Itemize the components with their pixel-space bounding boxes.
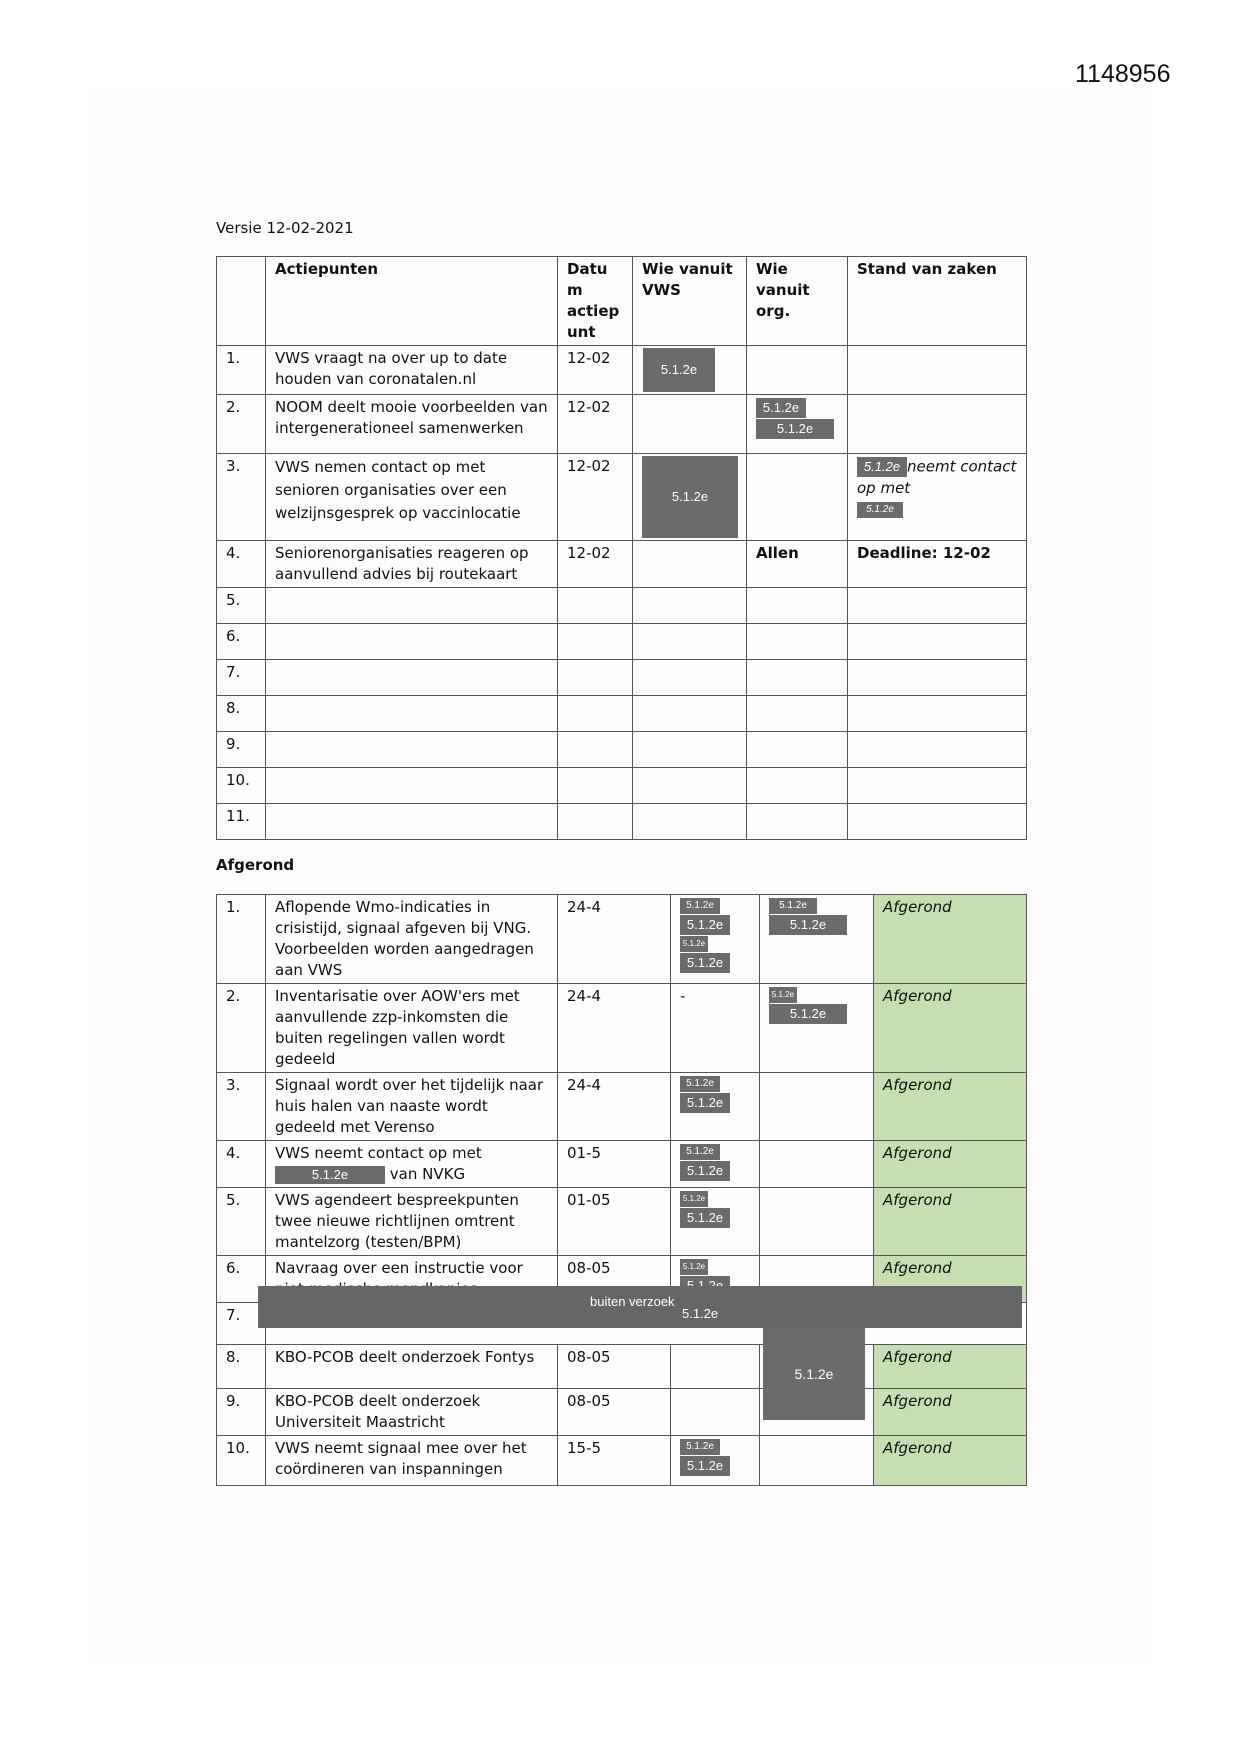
row-action (266, 732, 558, 768)
row-org (747, 732, 848, 768)
row-date (558, 588, 633, 624)
row-date: 12-02 (558, 454, 633, 541)
table-row (217, 1073, 1027, 1141)
table-row (217, 346, 1027, 395)
row-action: Seniorenorganisaties reageren op aanvullend advies bij routekaart (266, 541, 558, 588)
row-action (266, 804, 558, 840)
row-org (747, 804, 848, 840)
row-org (747, 454, 848, 541)
row-action: Signaal wordt over het tijdelijk naar huis halen van naaste wordt gedeeld met Verenso (266, 1073, 558, 1141)
row-date: 15-5 (558, 1436, 671, 1486)
row-action (266, 1141, 558, 1188)
row-number: 9. (217, 732, 266, 768)
row-status: Afgerond (874, 1073, 1027, 1141)
row-vws (633, 768, 747, 804)
row-vws (671, 1345, 760, 1389)
redaction-block: 5.1.2e (680, 1208, 730, 1228)
table-row (217, 395, 1027, 454)
row-org (760, 1073, 874, 1141)
table-row (217, 1188, 1027, 1256)
row-action (266, 588, 558, 624)
row-vws (633, 588, 747, 624)
table-row (217, 541, 1027, 588)
row-action: NOOM deelt mooie voorbeelden van intergenerationeel samenwerken (266, 395, 558, 454)
redaction-block: 5.1.2e (756, 398, 806, 418)
row-org (747, 624, 848, 660)
row-date: 12-02 (558, 395, 633, 454)
row-number: 6. (217, 624, 266, 660)
redaction-band (258, 1286, 1022, 1328)
row-number: 6. (217, 1256, 266, 1303)
redaction-block: 5.1.2e (769, 898, 817, 914)
row-date (558, 660, 633, 696)
row-vws (633, 696, 747, 732)
redaction-block: 5.1.2e (680, 1259, 708, 1275)
row-status (848, 454, 1027, 541)
row-status: Afgerond (874, 1389, 1027, 1436)
table-row (217, 1389, 1027, 1436)
row-date (558, 732, 633, 768)
row-status: Afgerond (874, 1345, 1027, 1389)
row-date: 12-02 (558, 541, 633, 588)
row-action (266, 696, 558, 732)
row-number: 4. (217, 1141, 266, 1188)
row-action: VWS nemen contact op met senioren organisaties over een welzijnsgesprek op vaccinlocatie (266, 454, 558, 541)
row-status: Afgerond (874, 895, 1027, 984)
redaction-block: 5.1.2e (642, 456, 738, 538)
redaction-block: 5.1.2e (857, 457, 907, 477)
redaction-block-large (763, 1328, 865, 1420)
row-status (848, 804, 1027, 840)
row-number: 5. (217, 588, 266, 624)
row-vws (671, 1188, 760, 1256)
row-vws (633, 732, 747, 768)
row-number: 10. (217, 1436, 266, 1486)
redaction-block: 5.1.2e (769, 987, 797, 1003)
row-date: 08-05 (558, 1345, 671, 1389)
row-status (848, 732, 1027, 768)
header-wie-org: Wie vanuit org. (747, 257, 848, 346)
row-date: 24-4 (558, 895, 671, 984)
table-row (217, 1436, 1027, 1486)
row-action: Navraag over een instructie voor (266, 1256, 558, 1303)
row-status (848, 696, 1027, 732)
row-number: 2. (217, 395, 266, 454)
row-org (747, 346, 848, 395)
action-text: VWS neemt contact op met (275, 1144, 482, 1162)
row-status: Afgerond (874, 1188, 1027, 1256)
row-number: 2. (217, 984, 266, 1073)
redaction-block: 5.1.2e (680, 1191, 708, 1207)
row-org (760, 1188, 874, 1256)
table-row (217, 804, 1027, 840)
table-row (217, 895, 1027, 984)
status-text: neemt contact op met (857, 457, 1017, 497)
row-action: Aflopende Wmo-indicaties in crisistijd, signaal afgeven bij VNG. Voorbeelden worden aangedragen aan VWS (266, 895, 558, 984)
header-stand: Stand van zaken (848, 257, 1027, 346)
row-date (558, 768, 633, 804)
section-title-afgerond: Afgerond (216, 856, 295, 874)
row-vws (633, 660, 747, 696)
table-row (217, 768, 1027, 804)
row-date (558, 696, 633, 732)
row-status: Afgerond (874, 1436, 1027, 1486)
band-code: 5.1.2e (682, 1306, 719, 1321)
row-vws (633, 804, 747, 840)
header-datum: Datu m actiep unt (558, 257, 633, 346)
redaction-block: 5.1.2e (680, 1076, 720, 1092)
row-org (747, 696, 848, 732)
row-vws (671, 895, 760, 984)
redaction-block: 5.1.2e (680, 953, 730, 973)
row-action: Inventarisatie over AOW'ers met aanvullende zzp-inkomsten die buiten regelingen vallen wordt gedeeld (266, 984, 558, 1073)
table-row (217, 624, 1027, 660)
redaction-block: 5.1.2e (857, 502, 903, 518)
table-row (217, 1141, 1027, 1188)
redaction-block: 5.1.2e (680, 936, 708, 952)
row-number: 8. (217, 696, 266, 732)
row-vws (671, 1141, 760, 1188)
row-action: VWS agendeert bespreekpunten twee nieuwe richtlijnen omtrent mantelzorg (testen/BPM) (266, 1188, 558, 1256)
row-action (266, 660, 558, 696)
table-header-row (217, 257, 1027, 346)
row-status (848, 588, 1027, 624)
row-org (747, 395, 848, 454)
table-row (217, 454, 1027, 541)
header-actiepunten: Actiepunten (266, 257, 558, 346)
row-number: 8. (217, 1345, 266, 1389)
table-row (217, 984, 1027, 1073)
action-text: van NVKG (389, 1165, 466, 1183)
document-id: 1148956 (1075, 60, 1171, 88)
row-number: 7. (217, 660, 266, 696)
row-status (848, 395, 1027, 454)
table-row (217, 696, 1027, 732)
row-status (848, 768, 1027, 804)
row-action: KBO-PCOB deelt onderzoek Fontys (266, 1345, 558, 1389)
row-date: 12-02 (558, 346, 633, 395)
redaction-block: 5.1.2e (769, 915, 847, 935)
row-vws (633, 454, 747, 541)
row-status: Afgerond (874, 1256, 1027, 1303)
row-status: Afgerond (874, 984, 1027, 1073)
row-date: 24-4 (558, 1073, 671, 1141)
row-org: Allen (747, 541, 848, 588)
row-action (266, 624, 558, 660)
redaction-block: 5.1.2e (680, 915, 730, 935)
row-action: KBO-PCOB deelt onderzoek Universiteit Maastricht (266, 1389, 558, 1436)
actiepunten-table (216, 256, 1027, 840)
row-org (760, 1436, 874, 1486)
row-vws (671, 1436, 760, 1486)
row-org (760, 1141, 874, 1188)
redaction-block: 5.1.2e (680, 898, 720, 914)
row-vws (633, 624, 747, 660)
row-action (266, 768, 558, 804)
row-org (760, 984, 874, 1073)
row-number: 7. (217, 1303, 266, 1345)
row-status (848, 346, 1027, 395)
redaction-code: 5.1.2e (794, 1366, 834, 1382)
row-status (848, 624, 1027, 660)
row-org (747, 588, 848, 624)
table-row (217, 660, 1027, 696)
header-number (217, 257, 266, 346)
redaction-block: 5.1.2e (275, 1166, 385, 1184)
header-wie-vws: Wie vanuit VWS (633, 257, 747, 346)
row-number: 1. (217, 895, 266, 984)
row-vws (633, 541, 747, 588)
redaction-block: 5.1.2e (756, 419, 834, 439)
row-org (760, 895, 874, 984)
redaction-block: 5.1.2e (769, 1004, 847, 1024)
row-date: 01-5 (558, 1141, 671, 1188)
row-date: 08-05 (558, 1256, 671, 1303)
row-date (558, 624, 633, 660)
row-date (558, 804, 633, 840)
table-row (217, 588, 1027, 624)
redaction-block: 5.1.2e (680, 1093, 730, 1113)
redaction-block: 5.1.2e (680, 1144, 720, 1160)
row-action: VWS vraagt na over up to date houden van coronatalen.nl (266, 346, 558, 395)
redaction-block: 5.1.2e (680, 1439, 720, 1455)
row-status: Deadline: 12-02 (848, 541, 1027, 588)
row-status: Afgerond (874, 1141, 1027, 1188)
afgerond-table (216, 894, 1027, 1486)
row-number: 3. (217, 1073, 266, 1141)
table-row (217, 732, 1027, 768)
row-vws (671, 1389, 760, 1436)
row-org (747, 660, 848, 696)
row-number: 5. (217, 1188, 266, 1256)
row-date: 08-05 (558, 1389, 671, 1436)
row-org (747, 768, 848, 804)
row-date: 24-4 (558, 984, 671, 1073)
row-action: VWS neemt signaal mee over het coördineren van inspanningen (266, 1436, 558, 1486)
row-number: 1. (217, 346, 266, 395)
row-vws (633, 395, 747, 454)
row-vws: - (671, 984, 760, 1073)
redaction-block: 5.1.2e (680, 1161, 730, 1181)
table-row (217, 1345, 1027, 1389)
row-date: 01-05 (558, 1188, 671, 1256)
row-status (848, 660, 1027, 696)
version-label: Versie 12-02-2021 (216, 219, 354, 237)
row-number: 10. (217, 768, 266, 804)
row-number: 9. (217, 1389, 266, 1436)
redaction-block: 5.1.2e (643, 348, 715, 392)
row-number: 3. (217, 454, 266, 541)
row-number: 11. (217, 804, 266, 840)
row-number: 4. (217, 541, 266, 588)
row-vws (633, 346, 747, 395)
band-text: buiten verzoek (590, 1294, 675, 1309)
redaction-block: 5.1.2e (680, 1456, 730, 1476)
row-vws (671, 1073, 760, 1141)
